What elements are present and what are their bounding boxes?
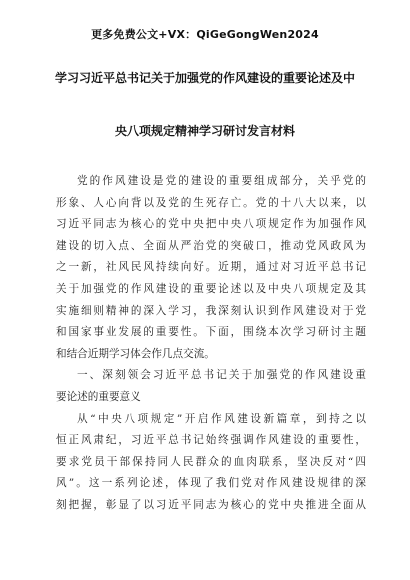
document-title-line-2: 央八项规定精神学习研讨发言材料: [114, 124, 295, 138]
body-line: 和国家事业发展的重要性。下面，围绕本次学习研讨主题: [56, 326, 366, 339]
section-heading-line: 一、深刻领会习近平总书记关于加强党的作风建设重: [77, 369, 366, 382]
body-line: 党的作风建设是党的建设的重要组成部分，关乎党的: [77, 175, 366, 187]
body-line: 习近平同志为核心的党中央把中央八项规定作为加强作风: [56, 218, 366, 231]
body-line: 实施细则精神的深入学习，我深刻认识到作风建设对于党: [56, 304, 366, 317]
body-line: 形象、人心向背以及党的生死存亡。党的十八大以来，以: [56, 196, 366, 209]
body-line: 风”。这一系列论述，体现了我们党对作风建设规律的深: [56, 477, 366, 490]
body-line: 要求党员干部保持同人民群众的血肉联系，坚决反对“四: [56, 455, 366, 468]
watermark-header: 更多免费公文+VX：QiGeGongWen2024: [91, 28, 319, 41]
document-title-line-1: 学习习近平总书记关于加强党的作风建设的重要论述及中: [54, 71, 355, 85]
section-heading-line: 要论述的重要意义: [56, 390, 141, 403]
body-line: 建设的切入点、全面从严治党的突破口，推动党风政风为: [56, 239, 366, 252]
body-line: 从“中央八项规定”开启作风建设新篇章，到持之以: [77, 412, 366, 425]
body-line: 关于加强党的作风建设的重要论述以及中央八项规定及其: [56, 282, 366, 295]
document-body: [56, 171, 366, 517]
body-line: 恒正风肃纪，习近平总书记始终强调作风建设的重要性，: [56, 434, 366, 447]
body-line: 之一新，社风民风持续向好。近期，通过对习近平总书记: [56, 261, 366, 274]
body-line: 和结合近期学习体会作几点交流。: [56, 347, 215, 360]
body-line: 刻把握，彰显了以习近平同志为核心的党中央推进全面从: [56, 498, 366, 511]
